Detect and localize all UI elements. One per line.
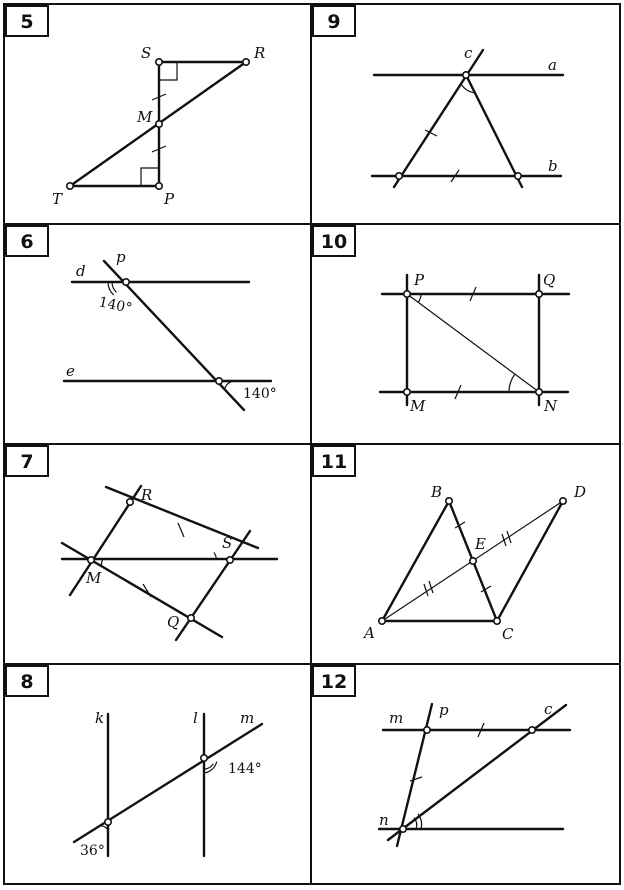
label-e: e: [66, 362, 75, 380]
point-M: [156, 121, 162, 127]
angle-label-top: 140°: [97, 294, 134, 317]
point-D: [560, 498, 566, 504]
label-Q: Q: [543, 271, 556, 289]
problem-7: [6, 446, 277, 640]
problem-8: [6, 666, 262, 859]
label-c: c: [544, 700, 553, 718]
point-B: [446, 498, 452, 504]
problem-number: 5: [20, 11, 34, 33]
problem-number: 12: [320, 671, 348, 693]
label-M: M: [86, 569, 102, 587]
problem-12: [313, 666, 570, 846]
angle-label-36: 36°: [80, 843, 105, 859]
label-E: E: [475, 535, 486, 553]
point-Q: [536, 291, 542, 297]
label-l: l: [193, 709, 198, 727]
angle-label-144: 144°: [228, 761, 262, 777]
label-k: k: [95, 709, 105, 727]
point-P: [156, 183, 162, 189]
label-S: S: [141, 44, 152, 62]
label-D: D: [574, 483, 587, 501]
line-m: [74, 724, 262, 842]
double-tick-ED-2: [507, 531, 511, 543]
point-m-c: [529, 727, 535, 733]
point-k-m: [105, 819, 111, 825]
problem-10: [313, 226, 569, 415]
segment-CD: [497, 501, 563, 621]
line-RS: [106, 487, 258, 548]
label-d: d: [76, 262, 86, 280]
label-C: C: [502, 625, 514, 643]
label-p: p: [116, 248, 126, 266]
point-right: [515, 173, 521, 179]
problem-number: 10: [320, 231, 348, 253]
point-R: [243, 59, 249, 65]
double-tick-AE-1: [424, 584, 428, 596]
angle-arc-P: [418, 294, 421, 302]
grid-frame: [4, 4, 620, 884]
point-R: [127, 499, 133, 505]
angle-arc-bottom: [225, 381, 233, 389]
equal-tick-RS: [178, 523, 184, 537]
point-S: [156, 59, 162, 65]
point-S: [227, 557, 233, 563]
diagonal-PN: [407, 294, 539, 392]
angle-label-bottom: 140°: [243, 386, 277, 402]
problem-6: [6, 226, 277, 410]
problem-number: 7: [20, 451, 34, 473]
angle-arc-N: [509, 374, 515, 392]
problem-number: 6: [20, 231, 34, 253]
point-N: [536, 389, 542, 395]
double-tick-ED-1: [502, 534, 506, 546]
angle-arc-top-2: [108, 282, 114, 295]
problem-number: 11: [320, 451, 348, 473]
problem-5: [6, 6, 265, 208]
point-M: [88, 557, 94, 563]
problem-9: [313, 6, 563, 187]
problem-11: [313, 446, 586, 643]
point-Q: [188, 615, 194, 621]
label-N: N: [544, 397, 558, 415]
problem-number: 9: [327, 11, 341, 33]
segment-c-left: [394, 50, 483, 187]
label-P: P: [414, 271, 425, 289]
label-m: m: [389, 709, 404, 727]
point-A: [379, 618, 385, 624]
equal-tick-p: [410, 777, 422, 781]
point-C: [494, 618, 500, 624]
segment-AB: [382, 501, 449, 621]
label-p: p: [439, 701, 449, 719]
segment-c-right: [466, 75, 522, 187]
point-m-p: [424, 727, 430, 733]
problem-number: 8: [20, 671, 34, 693]
label-S: S: [222, 534, 233, 552]
label-m: m: [240, 709, 255, 727]
label-B: B: [431, 483, 443, 501]
label-A: A: [364, 624, 375, 642]
point-e-p: [216, 378, 222, 384]
label-b: b: [548, 157, 558, 175]
point-n: [400, 826, 406, 832]
point-d-p: [123, 279, 129, 285]
label-R: R: [141, 486, 153, 504]
point-M: [404, 389, 410, 395]
angle-arc-top-1: [112, 282, 116, 292]
point-P: [404, 291, 410, 297]
label-M: M: [137, 108, 153, 126]
point-apex: [463, 72, 469, 78]
point-l-m: [201, 755, 207, 761]
label-n: n: [379, 811, 389, 829]
label-P: P: [164, 190, 175, 208]
point-left: [396, 173, 402, 179]
label-R: R: [254, 44, 266, 62]
angle-arc-144-1: [204, 764, 213, 769]
line-SQ: [176, 531, 250, 640]
line-MQ: [62, 543, 222, 637]
label-c: c: [464, 44, 473, 62]
point-E: [470, 558, 476, 564]
label-M: M: [410, 397, 426, 415]
point-T: [67, 183, 73, 189]
label-a: a: [548, 56, 557, 74]
label-Q: Q: [167, 613, 180, 631]
label-T: T: [52, 190, 63, 208]
